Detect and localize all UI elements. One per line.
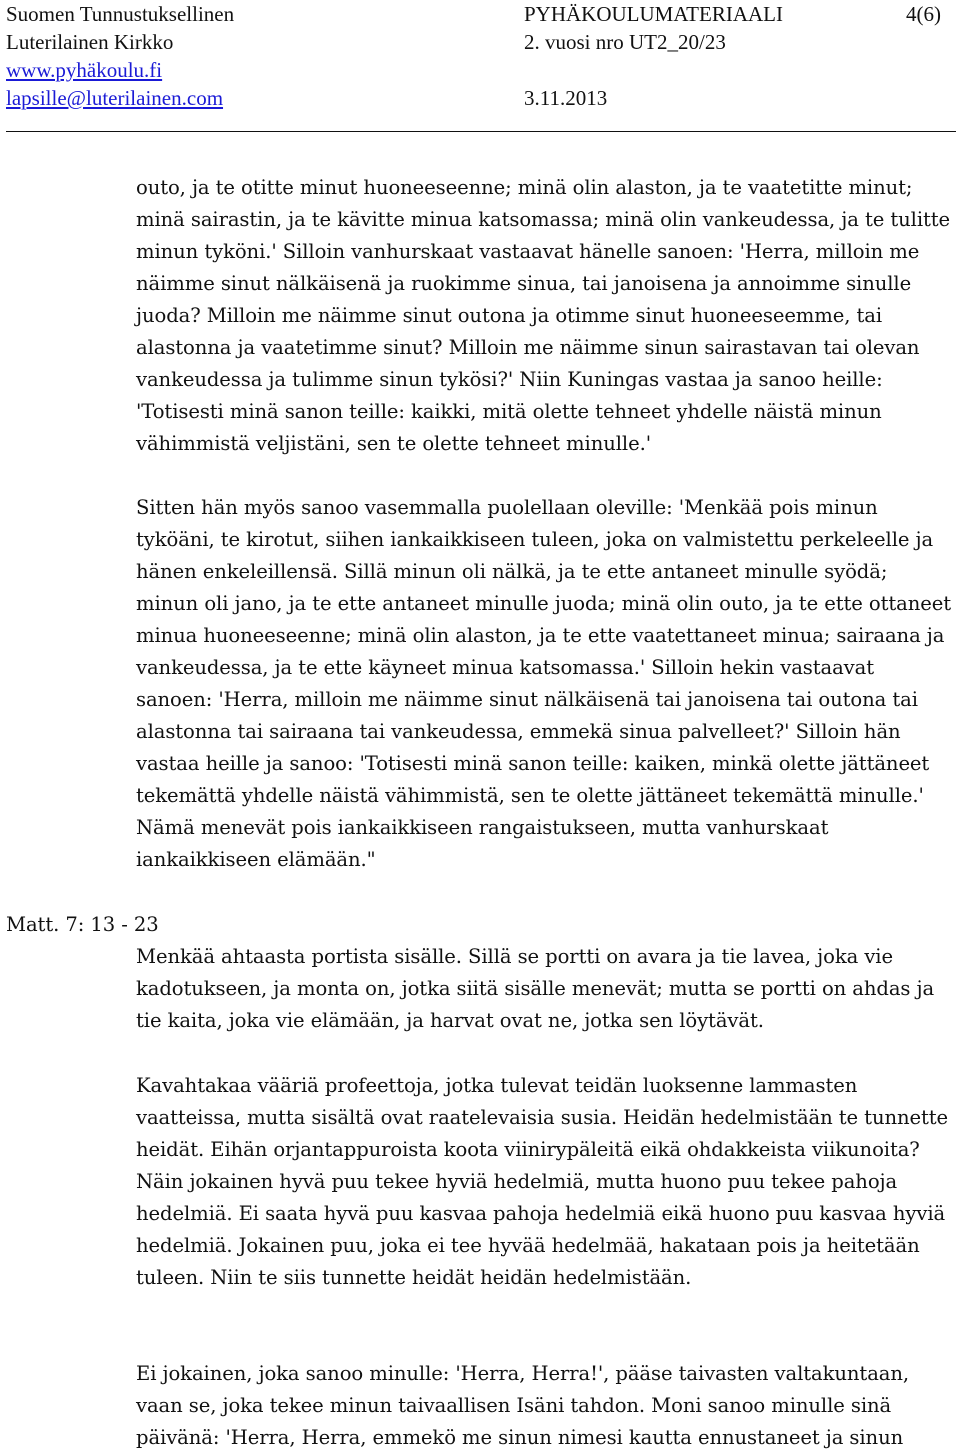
document-code: 2. vuosi nro UT2_20/23 bbox=[524, 30, 726, 54]
header-row-4 bbox=[6, 84, 954, 112]
header-divider bbox=[6, 131, 956, 132]
scripture-reference: Matt. 7: 13 - 23 bbox=[6, 913, 159, 936]
email-link[interactable]: lapsille@luterilainen.com bbox=[6, 86, 224, 110]
paragraph-2: Sitten hän myös sanoo vasemmalla puolellaan oleville: 'Menkää pois minun tyköäni, te kirotut, siihen iankaikkiseen tuleen, joka on valmistettu perkeleelle ja hänen enkeleillensä. Sillä minun oli nälkä, ja te ette antaneet minulle syödä; minun oli jano, ja te ette antaneet minulle juoda; minä olin outo, ja te ette ottaneet minua huoneeseenne; minä olin alaston, ja te ette vaatettaneet minua; sairaana ja vankeudessa, ja te ette käyneet minua katsomassa.' Silloin hekin vastaavat sanoen: 'Herra, milloin me näimme sinut nälkäisenä tai janoisena tai outona tai alastonna tai sairaana tai vankeudessa, emmekä sinua palvelleet?' Silloin hän vastaa heille ja sanoo: 'Totisesti minä sanon teille: kaiken, minkä olette jättäneet tekemättä yhdelle näistä vähimmistä, sen te olette jättäneet tekemättä minulle.' Nämä menevät pois iankaikkiseen rangaistukseen, mutta vanhurskaat iankaikkiseen elämään." bbox=[136, 496, 951, 871]
website-link[interactable]: www.pyhäkoulu.fi bbox=[6, 58, 163, 82]
document-date: 3.11.2013 bbox=[524, 86, 608, 110]
paragraph-5: Ei jokainen, joka sanoo minulle: 'Herra, Herra!', pääse taivasten valtakuntaan, vaan se, joka tekee minun taivaallisen Isäni tahdon. Moni sanoo minulle sinä päivänä: 'Herra, Herra, emmekö me sinun nimesi kautta ennustaneet ja sinun bbox=[136, 1362, 910, 1449]
paragraph-1: outo, ja te otitte minut huoneeseenne; minä olin alaston, ja te vaatetitte minut; minä sairastin, ja te kävitte minua katsomassa; minä olin vankeudessa, ja te tulitte minun tyköni.' Silloin vanhurskaat vastaavat hänelle sanoen: 'Herra, milloin me näimme sinut nälkäisenä ja ruokimme sinua, tai janoisena ja annoimme sinulle juoda? Milloin me näimme sinut outona ja otimme sinut huoneeseemme, tai alastonna ja vaatetimme sinut? Milloin me näimme sinun sairastavan tai olevan vankeudessa ja tulimme sinun tykösi?' Niin Kuningas vastaa ja sanoo heille: 'Totisesti minä sanon teille: kaikki, mitä olette tehneet yhdelle näistä minun vähimmistä veljistäni, sen te olette tehneet minulle.' bbox=[136, 176, 951, 455]
page-header bbox=[6, 0, 954, 112]
header-row-3 bbox=[6, 56, 954, 84]
header-row-2 bbox=[6, 28, 954, 56]
paragraph-4: Kavahtakaa vääriä profeettoja, jotka tulevat teidän luoksenne lammasten vaatteissa, mutta sisältä ovat raatelevaisia susia. Heidän hedelmistään te tunnette heidät. Eihän orjantappuroista koota viinirypäleitä eikä ohdakkeista viikunoita? Näin jokainen hyvä puu tekee hyviä hedelmiä, mutta huono puu tekee pahoja hedelmiä. Ei saata hyvä puu kasvaa pahoja hedelmiä eikä huono puu kasvaa hyviä hedelmiä. Jokainen puu, joka ei tee hyvää hedelmää, hakataan pois ja heitetään tuleen. Niin te siis tunnette heidät heidän hedelmistään. bbox=[136, 1074, 949, 1289]
org-name-line1: Suomen Tunnustuksellinen bbox=[6, 2, 235, 26]
page-number: 4(6) bbox=[906, 2, 941, 26]
org-name-line2: Luterilainen Kirkko bbox=[6, 30, 174, 54]
document-title: PYHÄKOULUMATERIAALI bbox=[524, 2, 783, 26]
header-row-1 bbox=[6, 0, 954, 28]
paragraph-3: Menkää ahtaasta portista sisälle. Sillä se portti on avara ja tie lavea, joka vie kadotukseen, ja monta on, jotka siitä sisälle menevät; mutta se portti on ahdas ja tie kaita, joka vie elämään, ja harvat ovat ne, jotka sen löytävät. bbox=[136, 945, 935, 1032]
